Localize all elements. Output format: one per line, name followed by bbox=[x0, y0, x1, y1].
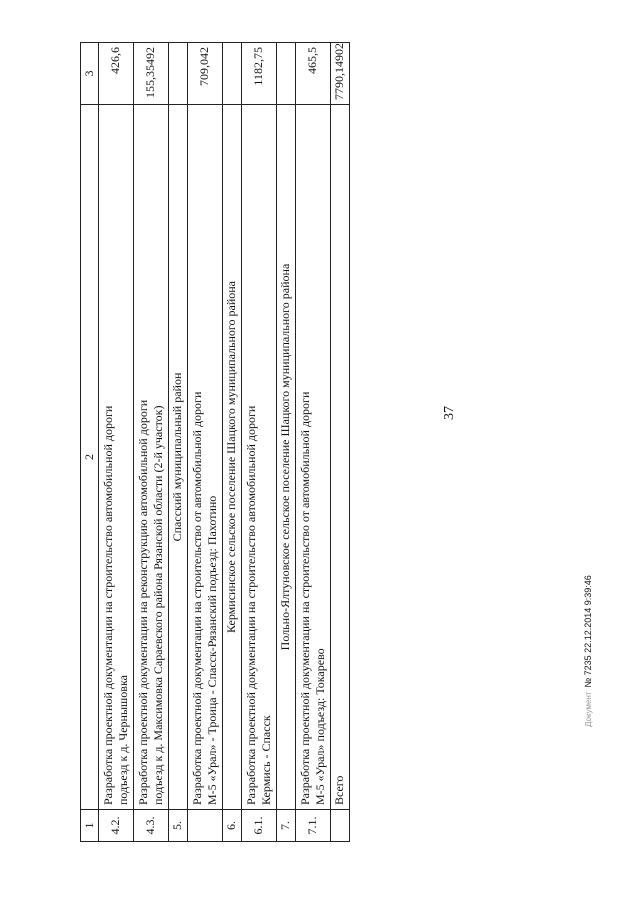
row-number: 7. bbox=[276, 810, 295, 842]
section-row bbox=[276, 43, 295, 842]
row-number: 4.3. bbox=[133, 810, 168, 842]
row-value: 465,5 bbox=[295, 43, 330, 105]
table-row bbox=[241, 43, 276, 842]
section-row bbox=[222, 43, 241, 842]
row-number: 7.1. bbox=[295, 810, 330, 842]
row-value: 709,042 bbox=[187, 43, 222, 105]
page-number: 37 bbox=[442, 406, 457, 420]
budget-table bbox=[80, 42, 350, 842]
row-value: 1182,75 bbox=[241, 43, 276, 105]
table-row bbox=[99, 43, 134, 842]
row-description bbox=[187, 105, 222, 810]
row-description-line-2: М-5 «Урал» подъезд: Токарево bbox=[312, 648, 327, 805]
table-row bbox=[133, 43, 168, 842]
row-description-line-2: М-5 «Урал» - Троица - Спасск-Рязанский подъезд: Пахотино bbox=[204, 495, 219, 805]
header-col-2: 2 bbox=[81, 105, 99, 810]
stamp-faint-text: Документ bbox=[584, 691, 593, 727]
row-value: 426,6 bbox=[99, 43, 134, 105]
header-col-3: 3 bbox=[81, 43, 99, 105]
row-value-empty bbox=[168, 43, 187, 105]
document-stamp bbox=[583, 507, 593, 727]
row-description bbox=[133, 105, 168, 810]
row-description-line-1: Разработка проектной документации на строительство автомобильной дороги bbox=[100, 405, 115, 805]
stamp-text: № 7235 22.12.2014 9:39:46 bbox=[583, 575, 593, 688]
budget-table-container bbox=[80, 42, 350, 842]
row-description-line-1: Разработка проектной документации на строительство от автомобильной дороги bbox=[297, 391, 312, 805]
section-title: Польно-Ялтуновское сельское поселение Шацкого муниципального района bbox=[276, 105, 295, 810]
row-number: 6. bbox=[222, 810, 241, 842]
row-number: 4.2. bbox=[99, 810, 134, 842]
total-row bbox=[330, 43, 349, 842]
total-value: 7790,14902 bbox=[330, 43, 349, 105]
row-value-empty bbox=[276, 43, 295, 105]
row-value-empty bbox=[222, 43, 241, 105]
table-row bbox=[295, 43, 330, 842]
row-value: 155,35492 bbox=[133, 43, 168, 105]
row-number bbox=[330, 810, 349, 842]
row-number: 5. bbox=[168, 810, 187, 842]
row-description-line-2: подъезд к д. Чернышовка bbox=[115, 675, 130, 805]
table-row bbox=[187, 43, 222, 842]
row-description-line-1: Разработка проектной документации на строительство автомобильной дороги bbox=[243, 405, 258, 805]
row-description-line-2: подъезд к д. Максимовка Сараевского района Рязанской области (2-й участок) bbox=[150, 405, 165, 805]
header-col-1: 1 bbox=[81, 810, 99, 842]
row-description-line-1: Разработка проектной документации на реконструкцию автомобильной дороги bbox=[135, 399, 150, 805]
row-description bbox=[241, 105, 276, 810]
table-header-row bbox=[81, 43, 99, 842]
row-description bbox=[295, 105, 330, 810]
row-description-line-1: Разработка проектной документации на строительство от автомобильной дороги bbox=[189, 391, 204, 805]
row-number bbox=[187, 810, 222, 842]
row-description-line-2: Кермись - Спасск bbox=[258, 715, 273, 805]
row-number: 6.1. bbox=[241, 810, 276, 842]
row-description bbox=[99, 105, 134, 810]
total-label: Всего bbox=[330, 105, 349, 810]
section-title: Спасский муниципальный район bbox=[168, 105, 187, 810]
section-title: Кермисинское сельское поселение Шацкого муниципального района bbox=[222, 105, 241, 810]
section-row bbox=[168, 43, 187, 842]
